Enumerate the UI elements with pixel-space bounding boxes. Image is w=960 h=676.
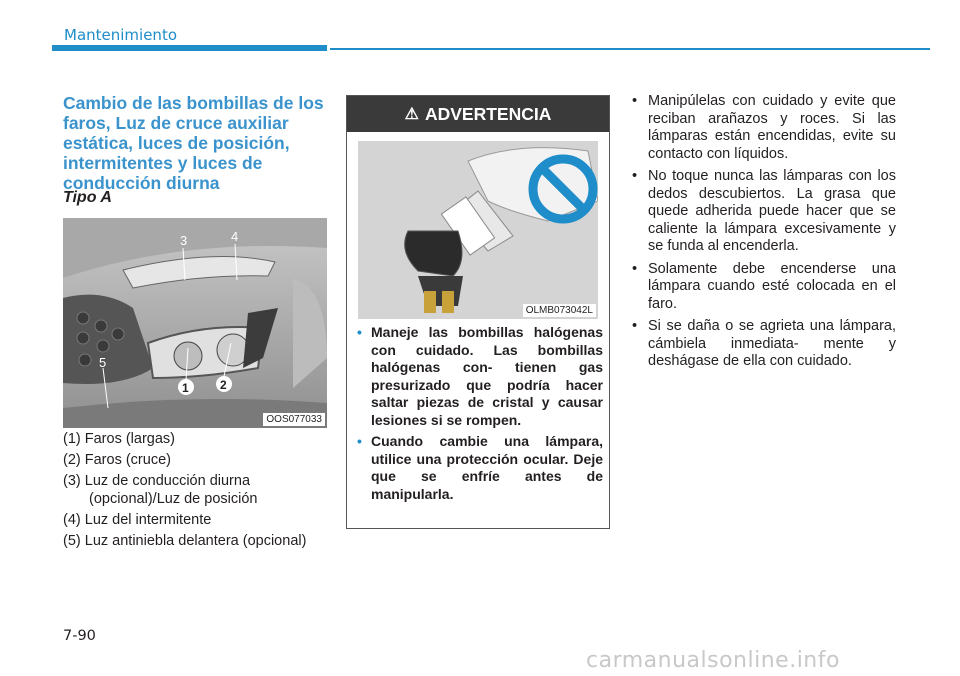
bullet-icon: •	[632, 168, 638, 184]
section-title: Cambio de las bombillas de los faros, Luz de cruce auxiliar estática, luces de posición, intermitentes y luces de conducción diurna	[63, 93, 324, 193]
bullet-icon: •	[632, 318, 638, 334]
list-item: • Solamente debe encenderse una lámpara cuando esté colocada en el faro.	[632, 260, 896, 312]
warning-item: • Cuando cambie una lámpara, utilice una protección ocular. Deje que se enfríe antes de manipularla.	[357, 433, 603, 502]
type-subtitle: Tipo A	[63, 189, 112, 206]
list-item: • No toque nunca las lámparas con los dedos descubiertos. La grasa que quede adherida puede hacer que se caliente la lámpara excesivamente y se funda al encenderla.	[632, 168, 896, 254]
callout-2: 2	[220, 378, 227, 392]
bullet-icon: •	[632, 260, 638, 277]
warning-item: • Maneje las bombillas halógenas con cuidado. Las bombillas halógenas con- tienen gas presurizado que podría hacer saltar piezas de cristal y causar lesiones si se rompen.	[357, 324, 603, 428]
page-number: 7-90	[63, 628, 96, 644]
car-front-illustration	[63, 218, 327, 428]
figure-code: OLMB073042L	[523, 304, 596, 317]
callout-1: 1	[182, 381, 189, 395]
list-item: (3) Luz de conducción diurna (opcional)/Luz de posición	[63, 473, 258, 507]
callout-4: 4	[231, 229, 239, 244]
warning-title: ADVERTENCIA	[424, 104, 552, 124]
section-header: Mantenimiento	[64, 26, 177, 44]
callout-3: 3	[180, 233, 188, 248]
bullet-icon: •	[357, 324, 362, 340]
header-rule-thin	[330, 48, 930, 50]
warning-header	[347, 96, 609, 132]
figure-code: OOS077033	[263, 413, 325, 426]
halogen-bulb-illustration	[358, 141, 598, 319]
bulb-figure	[358, 141, 598, 319]
list-item: (4) Luz del intermitente	[63, 512, 212, 528]
list-item: (2) Faros (cruce)	[63, 452, 171, 468]
parts-list	[63, 430, 333, 553]
list-item: (1) Faros (largas)	[63, 431, 175, 447]
instructions-list	[628, 93, 896, 376]
warning-box	[346, 95, 610, 529]
headlamp-figure	[63, 218, 327, 428]
warning-list	[357, 324, 603, 507]
callout-5: 5	[99, 355, 107, 370]
header-rule-thick	[52, 45, 327, 51]
list-item: • Si se daña o se agrieta una lámpara, cámbiela inmediata- mente y deshágase de ella con cuidado.	[632, 318, 896, 369]
warning-triangle-icon: ⚠	[404, 106, 419, 123]
watermark: carmanualsonline.info	[586, 648, 840, 673]
list-item: • Manipúlelas con cuidado y evite que reciban arañazos y roces. Si las lámparas están encendidas, evite su contacto con líquidos.	[632, 93, 896, 162]
bullet-icon: •	[632, 93, 638, 109]
list-item: (5) Luz antiniebla delantera (opcional)	[63, 533, 307, 549]
bullet-icon: •	[357, 433, 362, 449]
